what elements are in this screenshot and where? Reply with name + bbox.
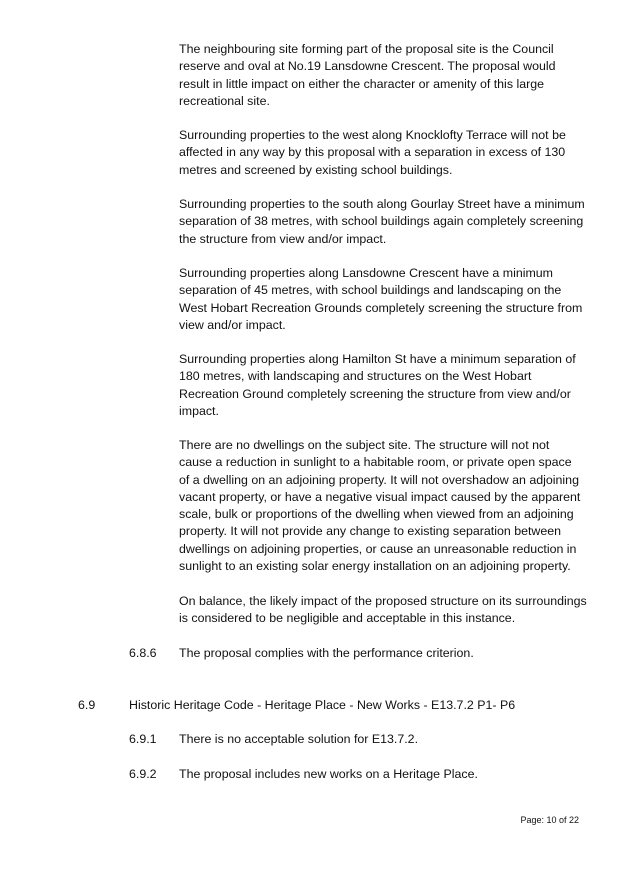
text-line: of a dwelling on an adjoining property. It will not overshadow an adjoining — [179, 472, 579, 487]
text-line: cause a reduction in sunlight to a habitable room, or private open space — [179, 455, 572, 470]
paragraph-west-properties — [179, 127, 583, 179]
item-text-6-8-6: The proposal complies with the performance criterion. — [179, 646, 474, 660]
text-line: property. It will not provide any change to existing separation between — [179, 524, 562, 539]
text-line: the structure from view and/or impact. — [179, 231, 387, 246]
text-line: The neighbouring site forming part of the proposal site is the Council — [179, 42, 554, 56]
paragraph-no-dwellings — [179, 437, 583, 575]
text-line: 180 metres, with landscaping and structures on the West Hobart — [179, 369, 532, 384]
text-line: affected in any way by this proposal with a separation in excess of 130 — [179, 145, 566, 160]
paragraph-lansdowne-properties — [179, 265, 583, 334]
paragraph-on-balance — [179, 593, 587, 628]
text-line: sunlight to an existing solar energy installation on an adjoining property. — [179, 559, 571, 574]
page-number: Page: 10 of 22 — [520, 815, 579, 825]
text-line: On balance, the likely impact of the proposed structure on its surroundings — [179, 594, 587, 608]
item-text-6-9-2: The proposal includes new works on a Heritage Place. — [179, 767, 478, 781]
text-line: Surrounding properties to the south along Gourlay Street have a minimum — [179, 197, 585, 211]
text-line: separation of 45 metres, with school buildings and landscaping on the — [179, 283, 562, 298]
paragraph-south-properties — [179, 196, 583, 248]
text-line: scale, bulk or proportions of the dwelling when viewed from an adjoining — [179, 507, 574, 522]
text-line: Surrounding properties to the west along Knocklofty Terrace will not be — [179, 128, 566, 142]
text-line: Surrounding properties along Hamilton St have a minimum separation of — [179, 352, 576, 366]
text-line: impact. — [179, 403, 219, 418]
text-line: view and/or impact. — [179, 317, 286, 332]
text-line: recreational site. — [179, 93, 270, 108]
section-heading-6-9: Historic Heritage Code - Heritage Place - New Works - E13.7.2 P1- P6 — [129, 698, 516, 712]
text-line: is considered to be negligible and acceptable in this instance. — [179, 611, 516, 626]
text-line: metres and screened by existing school buildings. — [179, 162, 453, 177]
text-line: result in little impact on either the character or amenity of this large — [179, 76, 545, 91]
text-line: Recreation Ground completely screening the structure from view and/or — [179, 386, 571, 401]
item-number-6-9-1: 6.9.1 — [129, 732, 157, 746]
paragraph-neighbouring-site — [179, 41, 583, 110]
text-line: West Hobart Recreation Grounds completely screening the structure from — [179, 300, 583, 315]
paragraph-hamilton-properties — [179, 351, 583, 420]
text-line: vacant property, or have a negative visual impact caused by the apparent — [179, 489, 581, 504]
text-line: reserve and oval at No.19 Lansdowne Crescent. The proposal would — [179, 59, 556, 74]
text-line: separation of 38 metres, with school buildings again completely screening — [179, 214, 584, 229]
text-line: There are no dwellings on the subject site. The structure will not not — [179, 438, 550, 452]
text-line: Surrounding properties along Lansdowne Crescent have a minimum — [179, 266, 553, 280]
item-text-6-9-1: There is no acceptable solution for E13.7.2. — [179, 732, 419, 746]
item-number-6-9-2: 6.9.2 — [129, 767, 157, 781]
text-line: dwellings on adjoining properties, or cause an unreasonable reduction in — [179, 541, 577, 556]
item-number-6-8-6: 6.8.6 — [129, 646, 157, 660]
section-number-6-9: 6.9 — [78, 698, 96, 712]
